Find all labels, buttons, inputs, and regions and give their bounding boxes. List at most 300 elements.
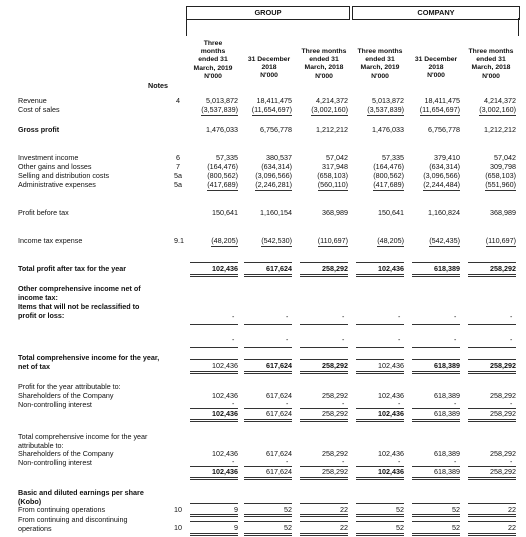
col6-line3: March, 2018 bbox=[471, 64, 511, 72]
rule-line bbox=[356, 324, 404, 325]
cell-value: 617,624 bbox=[266, 361, 292, 370]
rule-line bbox=[412, 503, 460, 504]
cell-r2-c3 bbox=[350, 126, 404, 133]
label-investment-income: Investment income bbox=[18, 153, 79, 162]
rule-line bbox=[244, 521, 292, 522]
cell-r8-c2 bbox=[294, 237, 348, 244]
cell-r0-c4 bbox=[406, 97, 460, 104]
col2-line1: 31 December bbox=[247, 56, 291, 63]
note-other-gains: 7 bbox=[176, 162, 180, 171]
cell-r10-c3 bbox=[350, 362, 404, 369]
rule-line bbox=[468, 533, 516, 536]
cell-r13-c2 bbox=[294, 450, 348, 457]
cell-r7-c3 bbox=[350, 209, 404, 216]
cell-value: (3,002,160) bbox=[311, 105, 348, 114]
cell-value: 102,436 bbox=[212, 391, 238, 400]
rule-line bbox=[412, 514, 460, 517]
col3-line2: ended 31 bbox=[309, 56, 339, 64]
rule-line bbox=[300, 477, 348, 480]
cell-r8-c0 bbox=[184, 237, 238, 244]
cell-r1-c5 bbox=[462, 106, 516, 113]
cell-r5-c0 bbox=[184, 172, 238, 179]
rule-line bbox=[468, 521, 516, 522]
rule-line bbox=[190, 262, 238, 263]
rule-line bbox=[468, 262, 516, 263]
cell-value: 4,214,372 bbox=[316, 96, 348, 105]
label-admin-expenses: Administrative expenses bbox=[18, 180, 96, 189]
cell-value: 102,436 bbox=[378, 409, 404, 418]
cell-value: 618,389 bbox=[434, 264, 460, 273]
col1-line4: March, 2019 bbox=[193, 64, 233, 72]
cell-value: (110,697) bbox=[317, 236, 348, 245]
cell-r14-c0 bbox=[184, 468, 238, 475]
dash-r2-c1: - bbox=[286, 401, 289, 408]
tci-attr-line2: attributable to: bbox=[18, 441, 64, 450]
rule-line bbox=[468, 514, 516, 517]
col1-line5: N'000 bbox=[204, 72, 222, 80]
rule-line bbox=[468, 324, 516, 325]
cell-r15-c3 bbox=[350, 506, 404, 513]
cell-r10-c5 bbox=[462, 362, 516, 369]
cell-value: (110,697) bbox=[485, 236, 516, 245]
cell-value: 617,624 bbox=[266, 391, 292, 400]
cell-value: 258,292 bbox=[322, 467, 348, 476]
cell-value: 368,989 bbox=[322, 208, 348, 217]
cell-value: 258,292 bbox=[490, 467, 516, 476]
cell-r16-c5 bbox=[462, 524, 516, 531]
cell-r16-c3 bbox=[350, 524, 404, 531]
cell-r12-c0 bbox=[184, 410, 238, 417]
label-oci-title bbox=[18, 284, 141, 320]
dash-r2-c3: - bbox=[398, 401, 401, 408]
cell-r13-c0 bbox=[184, 450, 238, 457]
rule-line bbox=[244, 371, 292, 374]
cell-r6-c1 bbox=[238, 181, 292, 188]
cell-value: (417,689) bbox=[207, 180, 238, 189]
cell-value: 617,624 bbox=[266, 467, 292, 476]
cell-value: (3,002,160) bbox=[479, 105, 516, 114]
cell-value: 617,624 bbox=[266, 449, 292, 458]
cell-value: 52 bbox=[396, 505, 404, 514]
cell-value: (3,096,566) bbox=[255, 171, 292, 180]
cell-r4-c3 bbox=[350, 163, 404, 170]
rule-line bbox=[468, 359, 516, 360]
rule-line bbox=[468, 477, 516, 480]
cell-value: 1,212,212 bbox=[316, 125, 348, 134]
cell-value: 102,436 bbox=[212, 264, 238, 273]
rule-line bbox=[190, 408, 238, 409]
eps-line2: (Kobo) bbox=[18, 497, 42, 506]
cell-value: 102,436 bbox=[378, 361, 404, 370]
cell-r4-c5 bbox=[462, 163, 516, 170]
cell-value: (3,537,839) bbox=[367, 105, 404, 114]
cell-value: 102,436 bbox=[212, 361, 238, 370]
cell-r16-c2 bbox=[294, 524, 348, 531]
cell-r10-c4 bbox=[406, 362, 460, 369]
cell-value: 9 bbox=[234, 505, 238, 514]
rule-line bbox=[300, 347, 348, 348]
col4-line4: N'000 bbox=[371, 72, 389, 80]
note-eps-disc: 10 bbox=[174, 523, 182, 532]
cell-r14-c4 bbox=[406, 468, 460, 475]
cell-value: 618,389 bbox=[434, 409, 460, 418]
cell-value: 618,389 bbox=[434, 391, 460, 400]
rule-line bbox=[300, 274, 348, 277]
col-header-4 bbox=[352, 48, 408, 81]
rule-line bbox=[190, 521, 238, 522]
company-box-tail bbox=[518, 18, 520, 36]
cell-value: 258,292 bbox=[322, 391, 348, 400]
col5-line2: 2018 bbox=[428, 64, 444, 72]
cell-r7-c2 bbox=[294, 209, 348, 216]
cell-r11-c0 bbox=[184, 392, 238, 399]
cell-value: 258,292 bbox=[490, 391, 516, 400]
cell-value: 618,389 bbox=[434, 449, 460, 458]
cell-value: 617,624 bbox=[266, 409, 292, 418]
rule-line bbox=[300, 408, 348, 409]
rule-line bbox=[190, 514, 238, 517]
col3-line4: N'000 bbox=[315, 72, 333, 80]
cell-r16-c1 bbox=[238, 524, 292, 531]
cell-value: 102,436 bbox=[378, 391, 404, 400]
cell-value: (542,435) bbox=[429, 236, 460, 245]
cell-value: 1,160,154 bbox=[260, 208, 292, 217]
cell-r4-c4 bbox=[406, 163, 460, 170]
rule-line bbox=[300, 503, 348, 504]
rule-line bbox=[300, 514, 348, 517]
rule-line bbox=[468, 408, 516, 409]
cell-r1-c0 bbox=[184, 106, 238, 113]
cell-r12-c2 bbox=[294, 410, 348, 417]
cell-value: 1,212,212 bbox=[484, 125, 516, 134]
rule-line bbox=[244, 262, 292, 263]
cell-value: 1,476,033 bbox=[206, 125, 238, 134]
cell-r11-c1 bbox=[238, 392, 292, 399]
cell-r1-c3 bbox=[350, 106, 404, 113]
rule-line bbox=[244, 466, 292, 467]
rule-line bbox=[300, 521, 348, 522]
label-gross-profit: Gross profit bbox=[18, 125, 60, 134]
col1-line2: months bbox=[200, 48, 226, 56]
cell-value: 22 bbox=[508, 505, 516, 514]
cell-r12-c1 bbox=[238, 410, 292, 417]
col2-line2: 2018 bbox=[261, 64, 277, 72]
cell-value: 258,292 bbox=[322, 264, 348, 273]
cell-r9-c3 bbox=[350, 265, 404, 272]
cell-r4-c0 bbox=[184, 163, 238, 170]
cell-value: 102,436 bbox=[212, 409, 238, 418]
label-total-profit: Total profit after tax for the year bbox=[18, 264, 127, 273]
cell-r8-c5 bbox=[462, 237, 516, 244]
cell-r11-c2 bbox=[294, 392, 348, 399]
rule-line bbox=[190, 359, 238, 360]
rule-line bbox=[244, 477, 292, 480]
dash-r0-c3: - bbox=[398, 314, 401, 321]
rule-line bbox=[412, 419, 460, 422]
cell-value: 18,411,475 bbox=[256, 96, 292, 105]
cell-r5-c2 bbox=[294, 172, 348, 179]
dash-r2-c5: - bbox=[510, 401, 513, 408]
dash-r2-c4: - bbox=[454, 401, 457, 408]
cell-r14-c2 bbox=[294, 468, 348, 475]
dash-r0-c4: - bbox=[454, 314, 457, 321]
rule-line bbox=[356, 477, 404, 480]
group-box-tail bbox=[186, 18, 188, 36]
rule-line bbox=[244, 533, 292, 536]
col6-line2: ended 31 bbox=[476, 56, 506, 64]
col4-line3: March, 2019 bbox=[360, 64, 400, 72]
cell-value: 102,436 bbox=[212, 467, 238, 476]
cell-value: 5,013,872 bbox=[372, 96, 404, 105]
cell-value: (417,689) bbox=[373, 180, 404, 189]
dash-r3-c0: - bbox=[232, 459, 235, 466]
cell-r1-c2 bbox=[294, 106, 348, 113]
cell-value: 258,292 bbox=[490, 409, 516, 418]
note-eps-continuing: 10 bbox=[174, 505, 182, 514]
cell-value: (164,476) bbox=[373, 162, 404, 171]
rule-line bbox=[356, 514, 404, 517]
cell-value: 102,436 bbox=[378, 264, 404, 273]
cell-value: 102,436 bbox=[378, 467, 404, 476]
rule-line bbox=[356, 347, 404, 348]
tci-attr-line1: Total comprehensive income for the year bbox=[18, 432, 148, 441]
label-profit-attr: Profit for the year attributable to: bbox=[18, 382, 121, 391]
rule-line bbox=[356, 408, 404, 409]
cell-r13-c3 bbox=[350, 450, 404, 457]
dash-r0-c2: - bbox=[342, 314, 345, 321]
cell-r12-c5 bbox=[462, 410, 516, 417]
rule-line bbox=[300, 371, 348, 374]
dash-r3-c1: - bbox=[286, 459, 289, 466]
rule-line bbox=[468, 371, 516, 374]
label-noncontrolling-2: Non-controlling interest bbox=[18, 458, 92, 467]
rule-line bbox=[412, 371, 460, 374]
cell-r0-c1 bbox=[238, 97, 292, 104]
cell-value: 1,476,033 bbox=[372, 125, 404, 134]
cell-value: 57,335 bbox=[216, 153, 238, 162]
label-other-gains: Other gains and losses bbox=[18, 162, 92, 171]
rule-line bbox=[468, 347, 516, 348]
rule-line bbox=[244, 324, 292, 325]
cell-value: 150,641 bbox=[378, 208, 404, 217]
cell-r2-c5 bbox=[462, 126, 516, 133]
rule-line bbox=[356, 371, 404, 374]
rule-line bbox=[244, 274, 292, 277]
rule-line bbox=[244, 359, 292, 360]
rule-line bbox=[412, 347, 460, 348]
cell-r10-c1 bbox=[238, 362, 292, 369]
cell-value: 102,436 bbox=[378, 449, 404, 458]
cell-r3-c1 bbox=[238, 154, 292, 161]
cell-value: 57,335 bbox=[382, 153, 404, 162]
cell-r0-c5 bbox=[462, 97, 516, 104]
cell-r1-c4 bbox=[406, 106, 460, 113]
col-header-2 bbox=[241, 56, 297, 81]
cell-r14-c5 bbox=[462, 468, 516, 475]
dash-r1-c0: - bbox=[232, 337, 235, 344]
cell-r16-c0 bbox=[184, 524, 238, 531]
cell-r6-c0 bbox=[184, 181, 238, 188]
cell-r15-c5 bbox=[462, 506, 516, 513]
rule-line bbox=[412, 262, 460, 263]
cell-value: (3,537,839) bbox=[201, 105, 238, 114]
dash-r0-c1: - bbox=[286, 314, 289, 321]
cell-value: 22 bbox=[340, 523, 348, 532]
col4-line2: ended 31 bbox=[365, 56, 395, 64]
rule-line bbox=[190, 533, 238, 536]
dash-r1-c1: - bbox=[286, 337, 289, 344]
cell-value: 52 bbox=[284, 505, 292, 514]
cell-value: 617,624 bbox=[266, 264, 292, 273]
cell-r6-c4 bbox=[406, 181, 460, 188]
rule-line bbox=[412, 274, 460, 277]
cell-r6-c5 bbox=[462, 181, 516, 188]
cell-r8-c4 bbox=[406, 237, 460, 244]
cell-value: 9 bbox=[234, 523, 238, 532]
notes-header: Notes bbox=[148, 81, 168, 90]
cell-value: 258,292 bbox=[490, 264, 516, 273]
dash-r0-c0: - bbox=[232, 314, 235, 321]
cell-r3-c2 bbox=[294, 154, 348, 161]
col-header-6 bbox=[462, 48, 520, 81]
label-eps-continuing: From continuing operations bbox=[18, 505, 106, 514]
rule-line bbox=[412, 533, 460, 536]
rule-line bbox=[190, 347, 238, 348]
note-revenue: 4 bbox=[176, 96, 180, 105]
cell-r5-c3 bbox=[350, 172, 404, 179]
cell-r2-c4 bbox=[406, 126, 460, 133]
cell-r7-c5 bbox=[462, 209, 516, 216]
cell-value: 18,411,475 bbox=[424, 96, 460, 105]
rule-line bbox=[300, 324, 348, 325]
rule-line bbox=[244, 503, 292, 504]
rule-line bbox=[412, 477, 460, 480]
cell-value: 380,537 bbox=[266, 153, 292, 162]
cell-value: 4,214,372 bbox=[484, 96, 516, 105]
cell-value: (11,654,697) bbox=[419, 105, 460, 114]
group-header: GROUP bbox=[254, 8, 282, 17]
cell-value: 258,292 bbox=[322, 361, 348, 370]
cell-r4-c2 bbox=[294, 163, 348, 170]
cell-r11-c5 bbox=[462, 392, 516, 399]
rule-line bbox=[190, 419, 238, 422]
cell-value: 22 bbox=[340, 505, 348, 514]
cell-value: 6,756,778 bbox=[428, 125, 460, 134]
rule-line bbox=[190, 274, 238, 277]
cell-r15-c0 bbox=[184, 506, 238, 513]
rule-line bbox=[356, 466, 404, 467]
cell-r0-c0 bbox=[184, 97, 238, 104]
rule-line bbox=[190, 371, 238, 374]
col1-line1: Three bbox=[203, 40, 223, 47]
cell-value: 258,292 bbox=[322, 409, 348, 418]
cell-r10-c2 bbox=[294, 362, 348, 369]
rule-line bbox=[190, 477, 238, 480]
cell-r10-c0 bbox=[184, 362, 238, 369]
cell-r2-c0 bbox=[184, 126, 238, 133]
col-header-5 bbox=[408, 56, 464, 81]
cell-value: 368,989 bbox=[490, 208, 516, 217]
cell-r15-c4 bbox=[406, 506, 460, 513]
cell-value: 6,756,778 bbox=[260, 125, 292, 134]
cell-value: (3,096,566) bbox=[423, 171, 460, 180]
oci-line2: income tax: bbox=[18, 293, 58, 302]
rule-line bbox=[468, 419, 516, 422]
label-revenue: Revenue bbox=[18, 96, 47, 105]
cell-r5-c4 bbox=[406, 172, 460, 179]
dash-r3-c2: - bbox=[342, 459, 345, 466]
rule-line bbox=[412, 359, 460, 360]
label-tci-attr bbox=[18, 432, 147, 450]
cell-value: (658,103) bbox=[485, 171, 516, 180]
cell-value: (164,476) bbox=[207, 162, 238, 171]
rule-line bbox=[300, 419, 348, 422]
cell-r3-c5 bbox=[462, 154, 516, 161]
cell-value: 52 bbox=[452, 523, 460, 532]
label-selling-costs: Selling and distribution costs bbox=[18, 171, 110, 180]
rule-line bbox=[300, 533, 348, 536]
dash-r3-c5: - bbox=[510, 459, 513, 466]
rule-line bbox=[356, 533, 404, 536]
dash-r1-c3: - bbox=[398, 337, 401, 344]
cell-r0-c3 bbox=[350, 97, 404, 104]
rule-line bbox=[190, 466, 238, 467]
cell-r15-c1 bbox=[238, 506, 292, 513]
cell-r9-c5 bbox=[462, 265, 516, 272]
label-eps-disc: From continuing and discontinuing operations bbox=[18, 515, 128, 533]
cell-value: 52 bbox=[284, 523, 292, 532]
col5-line3: N'000 bbox=[427, 72, 445, 80]
cell-value: (48,205) bbox=[377, 236, 404, 245]
col1-line3: ended 31 bbox=[198, 56, 228, 64]
rule-line bbox=[412, 324, 460, 325]
cell-r1-c1 bbox=[238, 106, 292, 113]
cell-r6-c2 bbox=[294, 181, 348, 188]
cell-r6-c3 bbox=[350, 181, 404, 188]
col4-line1: Three months bbox=[357, 48, 403, 55]
cell-r9-c4 bbox=[406, 265, 460, 272]
cell-r8-c1 bbox=[238, 237, 292, 244]
cell-value: 258,292 bbox=[490, 449, 516, 458]
cell-value: (634,314) bbox=[429, 162, 460, 171]
label-noncontrolling-1: Non-controlling interest bbox=[18, 400, 92, 409]
cell-r2-c2 bbox=[294, 126, 348, 133]
label-shareholders-2: Shareholders of the Company bbox=[18, 449, 114, 458]
rule-line bbox=[190, 324, 238, 325]
cell-value: 5,013,872 bbox=[206, 96, 238, 105]
cell-value: (560,110) bbox=[317, 180, 348, 189]
cell-value: (48,205) bbox=[211, 236, 238, 245]
cell-r13-c1 bbox=[238, 450, 292, 457]
label-shareholders-1: Shareholders of the Company bbox=[18, 391, 114, 400]
cell-value: 57,042 bbox=[326, 153, 348, 162]
group-header-box bbox=[186, 6, 350, 20]
cell-r15-c2 bbox=[294, 506, 348, 513]
cell-value: (800,562) bbox=[373, 171, 404, 180]
col3-line3: March, 2018 bbox=[304, 64, 344, 72]
rule-line bbox=[244, 514, 292, 517]
cell-r11-c4 bbox=[406, 392, 460, 399]
cell-value: 57,042 bbox=[494, 153, 516, 162]
rule-line bbox=[468, 466, 516, 467]
note-admin: 5a bbox=[174, 180, 182, 189]
cell-r12-c4 bbox=[406, 410, 460, 417]
dash-r2-c0: - bbox=[232, 401, 235, 408]
col6-line1: Three months bbox=[468, 48, 514, 55]
cell-r9-c1 bbox=[238, 265, 292, 272]
company-header: COMPANY bbox=[417, 8, 455, 17]
cell-value: 52 bbox=[452, 505, 460, 514]
